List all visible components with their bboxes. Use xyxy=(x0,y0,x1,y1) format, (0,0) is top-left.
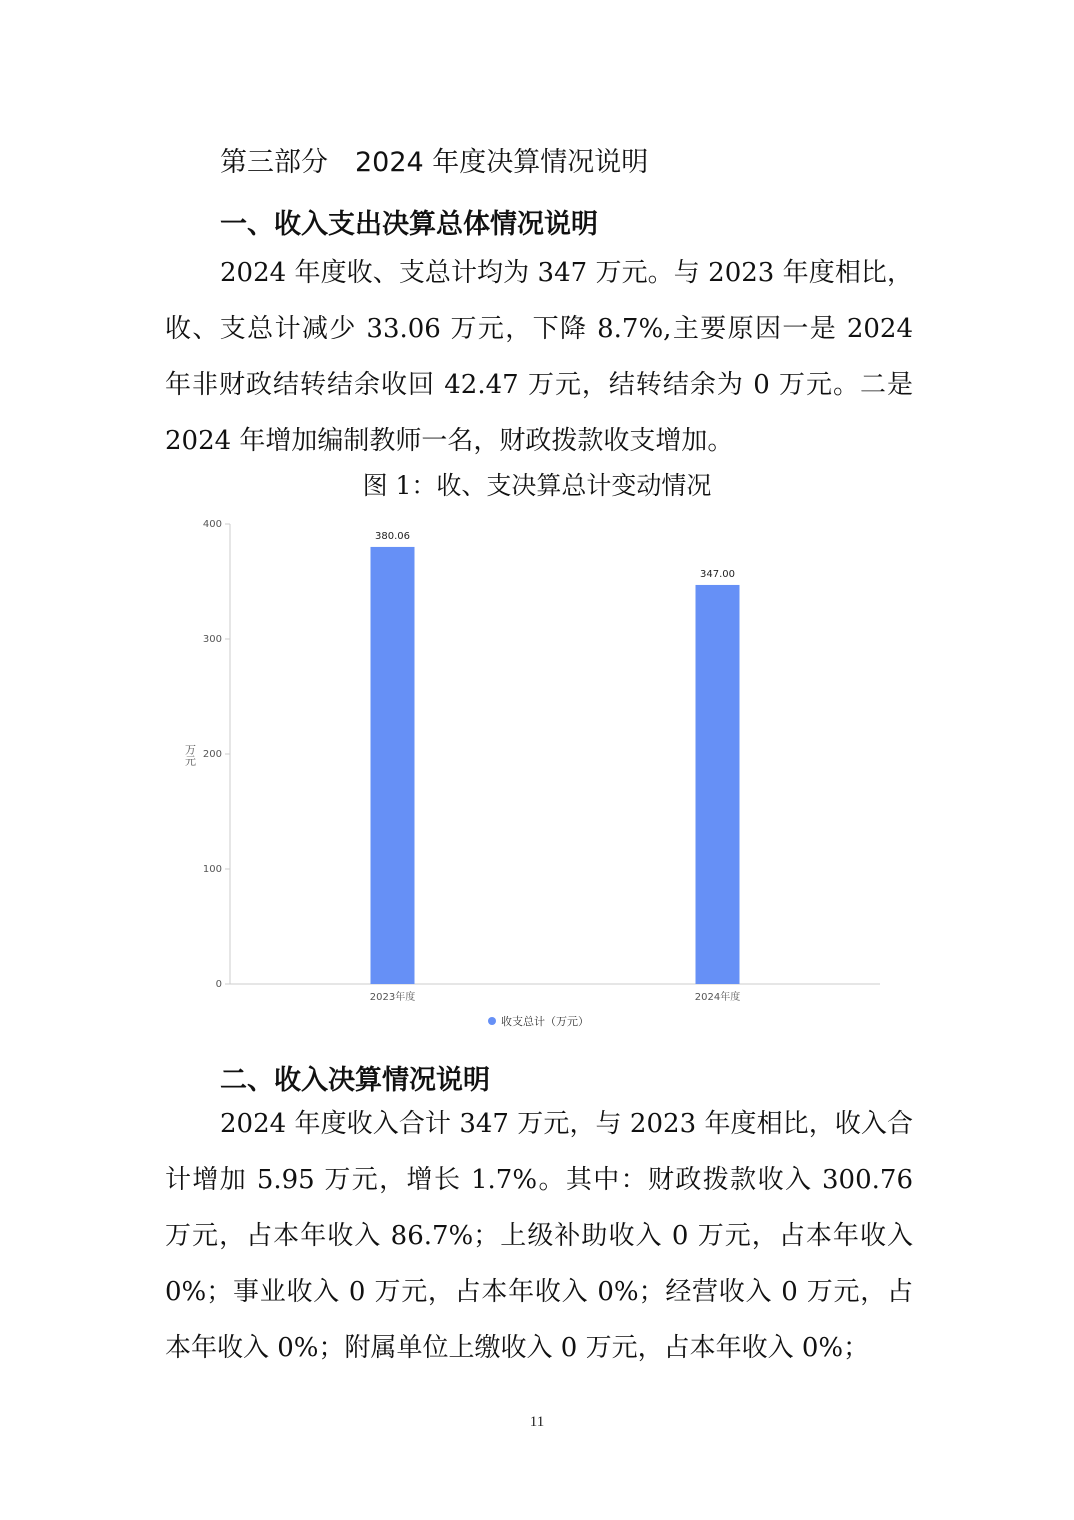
y-axis-label: 万元 xyxy=(183,744,197,766)
part-heading: 第三部分 2024 年度决算情况说明 xyxy=(220,147,649,178)
section-2-paragraph: 2024 年度收入合计 347 万元，与 2023 年度相比，收入合计增加 5.95 万元，增长 1.7%。其中：财政拨款收入 300.76 万元，占本年收入 86.7%；上级补助收入 0 万元，占本年收入 0%；事业收入 0 万元，占本年收入 0%；经营收入 0 万元，占本年收入 0%；附属单位上缴收入 0 万元，占本年收入 0%； xyxy=(165,1109,913,1363)
bar-chart xyxy=(170,512,890,1032)
y-tick-label: 400 xyxy=(202,519,222,530)
data-labels xyxy=(375,531,735,580)
x-tick-label-2: 2024年度 xyxy=(694,992,741,1003)
y-tick-label: 100 xyxy=(202,864,222,875)
legend-label: 收支总计（万元） xyxy=(501,1015,589,1028)
y-tick-labels xyxy=(203,519,230,990)
section-1-title: 一、收入支出决算总体情况说明 xyxy=(220,209,598,240)
page-number: 11 xyxy=(529,1414,545,1430)
x-tick-labels xyxy=(370,990,740,1003)
legend xyxy=(488,1014,589,1028)
bars xyxy=(371,547,740,984)
y-tick-label: 0 xyxy=(215,979,222,990)
data-label-1: 380.06 xyxy=(375,530,410,542)
x-tick-label-1: 2023年度 xyxy=(369,992,416,1003)
bar-2 xyxy=(696,585,740,984)
chart-axes xyxy=(230,524,880,984)
data-label-2: 347.00 xyxy=(700,568,735,580)
y-tick-label: 200 xyxy=(202,749,222,760)
section-2-title: 二、收入决算情况说明 xyxy=(220,1065,490,1096)
figure-title: 图 1：收、支决算总计变动情况 xyxy=(362,471,712,500)
bar-1 xyxy=(371,547,415,984)
section-1-paragraph: 2024 年度收、支总计均为 347 万元。与 2023 年度相比，收、支总计减少 33.06 万元，下降 8.7%,主要原因一是 2024 年非财政结转结余收回 42.47 万元，结转结余为 0 万元。二是 2024 年增加编制教师一名，财政拨款收支增加。 xyxy=(165,258,913,456)
y-tick-label: 300 xyxy=(202,634,222,645)
legend-marker xyxy=(488,1017,496,1025)
